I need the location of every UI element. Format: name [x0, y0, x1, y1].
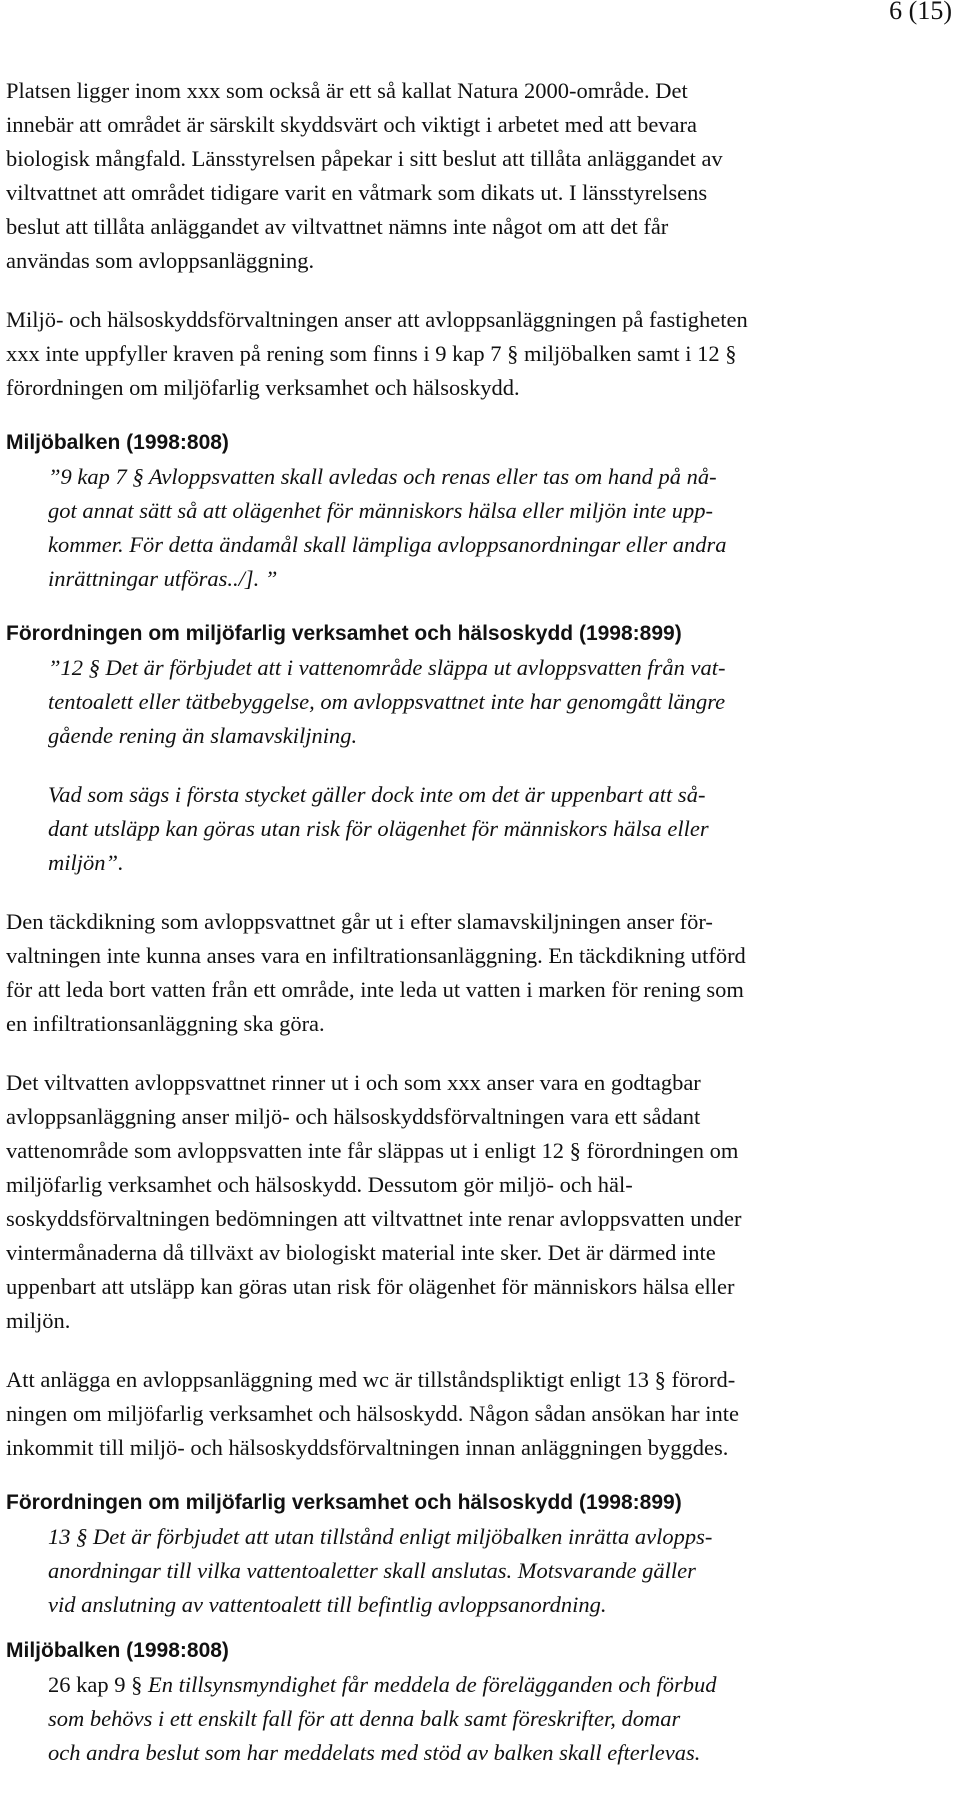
text-line: för att leda bort vatten från ett område, inte leda ut vatten i marken för rening som [6, 977, 744, 1002]
text-line: Platsen ligger inom xxx som också är ett så kallat Natura 2000-område. Det [6, 78, 688, 103]
text-line: Att anlägga en avloppsanläggning med wc är tillståndspliktigt enligt 13 § förord- [6, 1367, 736, 1392]
text-line: miljön. [6, 1308, 71, 1333]
text-line: ”12 § Det är förbjudet att i vattenområde släppa ut avloppsvatten från vat- [48, 655, 726, 680]
text-line: kommer. För detta ändamål skall lämpliga avloppsanordningar eller andra [48, 532, 727, 557]
heading-forordningen-2: Förordningen om miljöfarlig verksamhet och hälsoskydd (1998:899) [6, 1491, 682, 1514]
paragraph-natura [6, 74, 952, 278]
text-line: beslut att tillåta anläggandet av viltvattnet nämns inte något om att det får [6, 214, 669, 239]
text-line: Den täckdikning som avloppsvattnet går ut i efter slamavskiljningen anser för- [6, 909, 713, 934]
text-line: valtningen inte kunna anses vara en infiltrationsanläggning. En täckdikning utförd [6, 943, 746, 968]
quote-13 [6, 1520, 952, 1622]
quote-12 [6, 651, 952, 753]
text-line: xxx inte uppfyller kraven på rening som finns i 9 kap 7 § miljöbalken samt i 12 § [6, 341, 737, 366]
text-line: och andra beslut som har meddelats med stöd av balken skall efterlevas. [48, 1740, 701, 1765]
text-line: Det viltvatten avloppsvattnet rinner ut i och som xxx anser vara en godtagbar [6, 1070, 701, 1095]
text-line: som behövs i ett enskilt fall för att denna balk samt föreskrifter, domar [48, 1706, 681, 1731]
text-line: vintermånaderna då tillväxt av biologiskt material inte sker. Det är därmed inte [6, 1240, 716, 1265]
text-line: inrättningar utföras../]. ” [48, 566, 278, 591]
text-line: dant utsläpp kan göras utan risk för olägenhet för människors hälsa eller [48, 816, 709, 841]
text-line: inkommit till miljö- och hälsoskyddsförvaltningen innan anläggningen byggdes. [6, 1435, 729, 1460]
text-line: Miljö- och hälsoskyddsförvaltningen anser att avloppsanläggningen på fastigheten [6, 307, 748, 332]
document-body [6, 74, 952, 1795]
heading-miljobalken-2: Miljöbalken (1998:808) [6, 1639, 229, 1662]
text-line: avloppsanläggning anser miljö- och hälsoskyddsförvaltningen vara ett sådant [6, 1104, 701, 1129]
text-line: tentoalett eller tätbebyggelse, om avloppsvattnet inte har genomgått längre [48, 689, 726, 714]
heading-forordningen-1: Förordningen om miljöfarlig verksamhet och hälsoskydd (1998:899) [6, 622, 682, 645]
text-line: användas som avloppsanläggning. [6, 248, 315, 273]
text-line: viltvattnet att området tidigare varit en våtmark som dikats ut. I länsstyrelsens [6, 180, 708, 205]
text-line: en infiltrationsanläggning ska göra. [6, 1011, 325, 1036]
text-line: anordningar till vilka vattentoaletter skall anslutas. Motsvarande gäller [48, 1558, 696, 1583]
paragraph-assessment [6, 303, 952, 405]
text-line: Vad som sägs i första stycket gäller dock inte om det är uppenbart att så- [48, 782, 706, 807]
text-line-rest: En tillsynsmyndighet får meddela de förelägganden och förbud [148, 1672, 717, 1697]
statute-reference: 26 kap 9 § [48, 1672, 148, 1697]
text-line: soskyddsförvaltningen bedömningen att viltvattnet inte renar avloppsvatten under [6, 1206, 742, 1231]
quote-12-exception [6, 778, 952, 880]
text-line: biologisk mångfald. Länsstyrelsen påpekar i sitt beslut att tillåta anläggandet av [6, 146, 723, 171]
text-line [48, 1668, 922, 1702]
text-line: ningen om miljöfarlig verksamhet och hälsoskydd. Någon sådan ansökan har inte [6, 1401, 739, 1426]
quote-26-kap-9 [6, 1668, 952, 1770]
text-line: vattenområde som avloppsvatten inte får släppas ut i enligt 12 § förordningen om [6, 1138, 739, 1163]
text-line: innebär att området är särskilt skyddsvärt och viktigt i arbetet med att bevara [6, 112, 698, 137]
text-line: vid anslutning av vattentoalett till befintlig avloppsanordning. [48, 1592, 607, 1617]
text-line: miljöfarlig verksamhet och hälsoskydd. Dessutom gör miljö- och häl- [6, 1172, 633, 1197]
text-line: uppenbart att utsläpp kan göras utan risk för olägenhet för människors hälsa eller [6, 1274, 735, 1299]
paragraph-tackdikning [6, 905, 952, 1041]
text-line: miljön”. [48, 850, 124, 875]
page-number: 6 (15) [889, 0, 952, 25]
text-line: förordningen om miljöfarlig verksamhet och hälsoskydd. [6, 375, 520, 400]
quote-9-kap-7 [6, 460, 952, 596]
text-line: 13 § Det är förbjudet att utan tillstånd enligt miljöbalken inrätta avlopps- [48, 1524, 713, 1549]
text-line: got annat sätt så att olägenhet för människors hälsa eller miljön inte upp- [48, 498, 713, 523]
text-line: ”9 kap 7 § Avloppsvatten skall avledas och renas eller tas om hand på nå- [48, 464, 717, 489]
heading-miljobalken-1: Miljöbalken (1998:808) [6, 431, 229, 454]
text-line: gående rening än slamavskiljning. [48, 723, 358, 748]
paragraph-tillstand [6, 1363, 952, 1465]
paragraph-viltvatten [6, 1066, 952, 1338]
